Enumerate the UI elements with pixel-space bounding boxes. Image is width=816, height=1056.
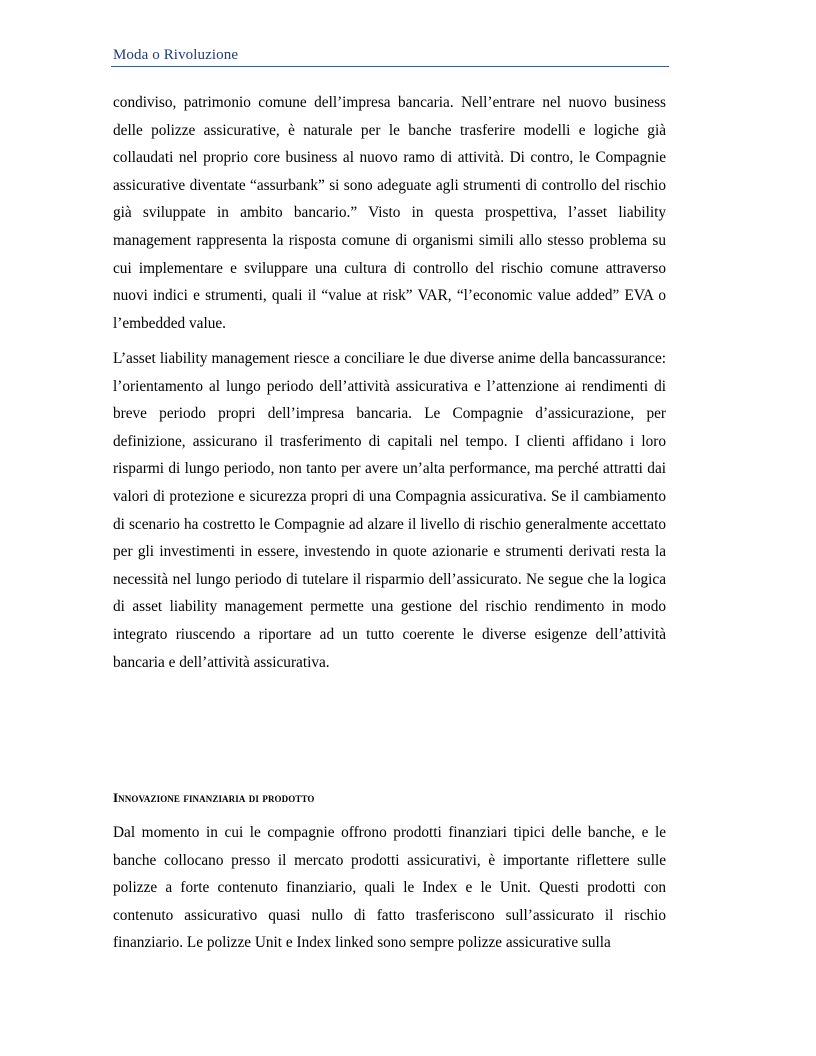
- running-header: Moda o Rivoluzione: [113, 47, 239, 63]
- body-paragraph-1: condiviso, patrimonio comune dell’impresa bancaria. Nell’entrare nel nuovo business delle polizze assicurative, è naturale per le banche trasferire modelli e logiche già collaudati nel proprio core business al nuovo ramo di attività. Di contro, le Compagnie assicurative diventate “assurbank” si sono adeguate agli strumenti di controllo del rischio già sviluppate in ambito bancario.” Visto in questa prospettiva, l’asset liability management rappresenta la risposta comune di organismi simili allo stesso problema su cui implementare e sviluppare una cultura di controllo del rischio comune attraverso nuovi indici e strumenti, quali il “value at risk” VAR, “l’economic value added” EVA o l’embedded value.: [113, 94, 666, 332]
- body-paragraph-3: Dal momento in cui le compagnie offrono prodotti finanziari tipici delle banche, e le banche collocano presso il mercato prodotti assicurativi, è importante riflettere sulle polizze a forte contenuto finanziario, quali le Index e le Unit. Questi prodotti con contenuto assicurativo quasi nullo di fatto trasferiscono sull’assicurato il rischio finanziario. Le polizze Unit e Index linked sono sempre polizze assicurative sulla: [113, 824, 666, 952]
- header-rule: [111, 66, 669, 67]
- body-paragraph-2: L’asset liability management riesce a conciliare le due diverse anime della bancassurance: l’orientamento al lungo periodo dell’attività assicurativa e l’attenzione ai rendimenti di breve periodo propri dell’impresa bancaria. Le Compagnie d’assicurazione, per definizione, assicurano il trasferimento di capitali nel tempo. I clienti affidano i loro risparmi di lungo periodo, non tanto per avere un’alta performance, ma perché attratti dai valori di protezione e sicurezza propri di una Compagnia assicurativa. Se il cambiamento di scenario ha costretto le Compagnie ad alzare il livello di rischio generalmente accettato per gli investimenti in essere, investendo in quote azionarie e strumenti derivati resta la necessità nel lungo periodo di tutelare il risparmio dell’assicurato. Ne segue che la logica di asset liability management permette una gestione del rischio rendimento in modo integrato riuscendo a riportare ad un tutto coerente le diverse esigenze dell’attività bancaria e dell’attività assicurativa.: [113, 350, 666, 671]
- section-heading: Innovazione finanziaria di prodotto: [113, 790, 315, 805]
